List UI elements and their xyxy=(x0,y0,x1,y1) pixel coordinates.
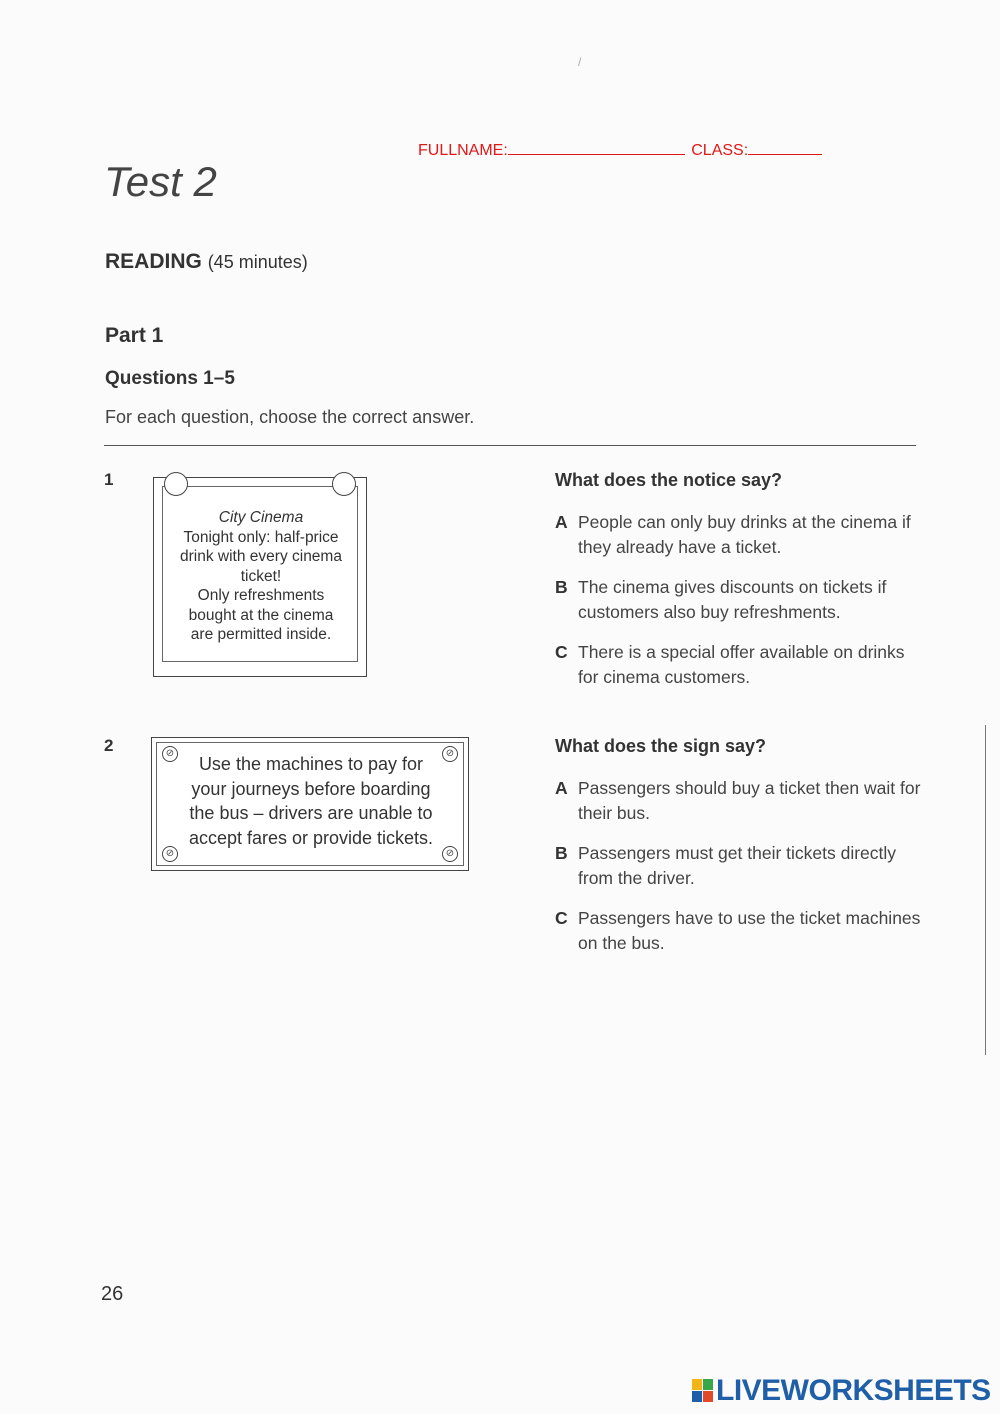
section-duration: (45 minutes) xyxy=(207,252,308,272)
option-letter: C xyxy=(555,642,568,662)
instruction-text: For each question, choose the correct answer. xyxy=(105,407,475,427)
sign-text xyxy=(152,752,470,850)
option-letter: B xyxy=(555,577,568,597)
class-blank[interactable] xyxy=(748,140,822,155)
screw-icon: ⊘ xyxy=(162,846,178,862)
test-title: Test 2 xyxy=(104,158,217,205)
answer-option-1c[interactable] xyxy=(555,640,925,689)
notice-line: Tonight only: half-price xyxy=(183,528,339,546)
liveworksheets-logo[interactable] xyxy=(692,1374,991,1408)
option-letter: C xyxy=(555,908,568,928)
question-number-1: 1 xyxy=(104,470,114,489)
scan-mark: / xyxy=(578,55,582,69)
question-prompt-1: What does the notice say? xyxy=(555,470,783,490)
answer-option-1b[interactable] xyxy=(555,575,925,624)
option-letter: B xyxy=(555,843,568,863)
answer-option-2a[interactable] xyxy=(555,776,925,825)
screw-icon: ⊘ xyxy=(442,846,458,862)
notice-line: bought at the cinema xyxy=(188,606,334,624)
section-heading xyxy=(105,250,308,274)
cinema-notice xyxy=(153,477,367,677)
option-text: Passengers should buy a ticket then wait for their bus. xyxy=(578,778,921,823)
page-number: 26 xyxy=(101,1283,124,1305)
screw-icon: ⊘ xyxy=(442,746,458,762)
brand-icon xyxy=(692,1379,714,1403)
divider xyxy=(104,445,916,446)
sign-line: accept fares or provide tickets. xyxy=(188,827,434,848)
question-prompt-2: What does the sign say? xyxy=(555,736,767,756)
notice-line: Only refreshments xyxy=(197,587,325,604)
answer-option-2c[interactable] xyxy=(555,906,925,955)
scan-edge-line xyxy=(985,725,986,1055)
sign-line: the bus – drivers are unable to xyxy=(189,803,433,823)
fullname-label: FULLNAME: xyxy=(418,142,508,159)
option-text: Passengers have to use the ticket machines on the bus. xyxy=(578,908,921,953)
notice-text xyxy=(154,508,368,645)
student-info-line xyxy=(418,140,822,160)
notice-line: are permitted inside. xyxy=(190,626,332,643)
sign-line: your journeys before boarding xyxy=(191,778,431,799)
class-label: CLASS: xyxy=(691,142,749,159)
option-text: Passengers must get their tickets directly from the driver. xyxy=(578,843,897,888)
option-text: The cinema gives discounts on tickets if customers also buy refreshments. xyxy=(578,577,887,622)
pin-icon xyxy=(332,472,356,496)
option-text: There is a special offer available on drinks for cinema customers. xyxy=(578,642,905,687)
notice-line: ticket! xyxy=(240,567,282,585)
bus-sign xyxy=(151,737,469,871)
pin-icon xyxy=(164,472,188,496)
sign-line: Use the machines to pay for xyxy=(198,754,424,774)
brand-text: LIVEWORKSHEETS xyxy=(716,1374,991,1407)
screw-icon: ⊘ xyxy=(162,746,178,762)
section-name: READING xyxy=(105,250,202,273)
fullname-blank[interactable] xyxy=(508,140,685,155)
part-heading: Part 1 xyxy=(105,324,164,347)
question-number-2: 2 xyxy=(104,736,114,755)
answer-option-1a[interactable] xyxy=(555,510,925,559)
notice-line: City Cinema xyxy=(218,509,304,526)
notice-line: drink with every cinema xyxy=(180,548,342,565)
option-letter: A xyxy=(555,778,568,798)
questions-heading: Questions 1–5 xyxy=(105,368,235,389)
option-text: People can only buy drinks at the cinema if they already have a ticket. xyxy=(578,512,911,557)
option-letter: A xyxy=(555,512,568,532)
answer-option-2b[interactable] xyxy=(555,841,925,890)
